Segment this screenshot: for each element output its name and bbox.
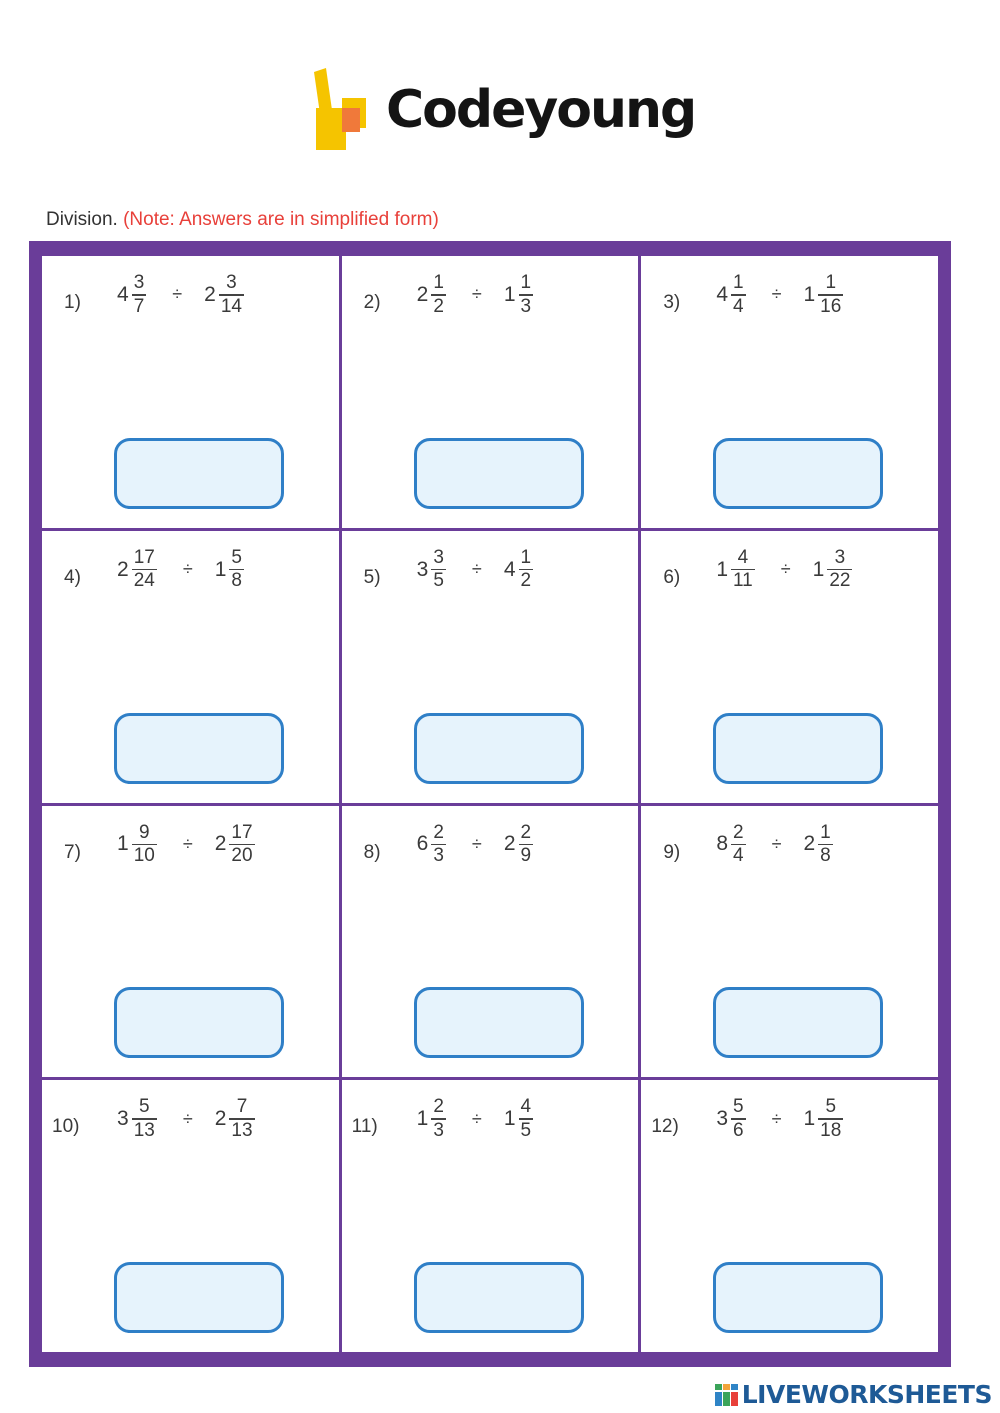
problem-cell — [641, 256, 938, 528]
mixed-number-divisor — [803, 822, 832, 868]
liveworksheets-icon — [715, 1384, 739, 1406]
whole-part: 1 — [117, 832, 129, 856]
whole-part: 2 — [214, 1107, 227, 1130]
problem-cell — [641, 806, 938, 1078]
denominator: 5 — [520, 1119, 532, 1141]
liveworksheets-brand: LIVEWORKSHEETS — [741, 1380, 992, 1409]
answer-input-box[interactable] — [713, 713, 883, 784]
mixed-number-dividend — [417, 547, 446, 593]
fraction — [132, 547, 157, 593]
numerator: 3 — [433, 546, 444, 568]
denominator: 2 — [520, 570, 532, 592]
mixed-number-divisor — [204, 272, 244, 318]
division-sign: ÷ — [771, 1108, 782, 1129]
numerator: 2 — [520, 821, 532, 843]
mixed-number-dividend — [117, 822, 157, 868]
denominator: 7 — [133, 295, 145, 317]
numerator: 1 — [520, 546, 532, 568]
division-sign: ÷ — [771, 833, 782, 854]
problem-cell — [342, 806, 639, 1078]
problem-cell — [342, 531, 639, 803]
numerator: 17 — [133, 546, 155, 568]
brand-name: Codeyoung — [386, 80, 696, 140]
denominator: 10 — [133, 845, 155, 866]
denominator: 22 — [829, 570, 851, 592]
numerator: 3 — [834, 546, 846, 568]
fraction — [731, 272, 746, 318]
mixed-number-divisor — [504, 547, 533, 593]
answer-input-box[interactable] — [414, 713, 584, 784]
mixed-number-dividend — [417, 1096, 446, 1142]
division-expression — [716, 1096, 843, 1142]
problem-number: 7) — [64, 841, 81, 863]
mixed-number-divisor — [803, 272, 843, 318]
numerator: 3 — [133, 272, 145, 293]
problem-number: 3) — [663, 292, 681, 313]
problem-number: 2) — [363, 292, 381, 313]
mixed-number-dividend — [117, 547, 157, 593]
numerator: 5 — [825, 1096, 837, 1118]
denominator: 5 — [433, 570, 444, 592]
answer-input-box[interactable] — [114, 987, 284, 1058]
fraction — [519, 822, 534, 868]
answer-input-box[interactable] — [414, 438, 584, 509]
division-sign: ÷ — [172, 284, 183, 305]
whole-part: 1 — [803, 282, 816, 306]
denominator: 13 — [231, 1119, 253, 1141]
problem-cell — [641, 1080, 938, 1352]
numerator: 1 — [520, 272, 532, 293]
denominator: 4 — [733, 295, 744, 317]
instructions-title: Division. — [46, 209, 118, 230]
division-sign: ÷ — [182, 1108, 193, 1129]
denominator: 9 — [520, 845, 532, 866]
whole-part: 1 — [416, 1107, 429, 1130]
fraction — [519, 547, 534, 593]
worksheet-frame — [29, 241, 951, 1367]
fraction — [132, 272, 147, 318]
division-sign: ÷ — [471, 1108, 482, 1129]
division-expression — [117, 822, 255, 868]
denominator: 11 — [733, 570, 753, 592]
fraction — [818, 822, 833, 868]
whole-part: 6 — [416, 832, 429, 856]
mixed-number-divisor — [504, 1096, 533, 1142]
whole-part: 1 — [503, 1107, 516, 1130]
answer-input-box[interactable] — [114, 1262, 284, 1333]
fraction — [431, 547, 446, 593]
denominator: 24 — [133, 570, 155, 592]
fraction — [431, 272, 446, 318]
problem-cell — [641, 531, 938, 803]
fraction — [229, 1096, 254, 1142]
footer-branding — [715, 1380, 992, 1409]
mixed-number-divisor — [215, 1096, 255, 1142]
fraction — [132, 1096, 157, 1142]
numerator: 5 — [231, 546, 242, 568]
mixed-number-divisor — [504, 272, 533, 318]
problem-number: 10) — [52, 1116, 80, 1138]
numerator: 2 — [433, 821, 444, 843]
problem-number: 8) — [363, 841, 381, 863]
denominator: 13 — [133, 1119, 155, 1141]
answer-input-box[interactable] — [713, 987, 883, 1058]
denominator: 3 — [433, 1119, 444, 1141]
numerator: 2 — [433, 1096, 444, 1118]
fraction — [431, 1096, 446, 1142]
mixed-number-divisor — [803, 1096, 843, 1142]
numerator: 5 — [138, 1096, 150, 1118]
fraction — [818, 272, 843, 318]
division-expression — [417, 1096, 533, 1142]
denominator: 8 — [231, 570, 242, 592]
division-sign: ÷ — [771, 284, 782, 305]
division-sign: ÷ — [471, 833, 482, 854]
mixed-number-divisor — [215, 547, 244, 593]
whole-part: 1 — [803, 1107, 816, 1130]
fraction — [431, 822, 446, 868]
whole-part: 2 — [416, 282, 429, 306]
whole-part: 1 — [214, 557, 227, 581]
fraction — [519, 272, 534, 318]
division-sign: ÷ — [471, 284, 482, 305]
answer-input-box[interactable] — [114, 438, 284, 509]
problem-number: 5) — [363, 566, 381, 588]
whole-part: 1 — [503, 282, 516, 306]
problem-cell — [342, 256, 639, 528]
numerator: 4 — [520, 1096, 532, 1118]
division-sign: ÷ — [471, 559, 482, 579]
division-expression — [417, 822, 533, 868]
problem-cell — [42, 1080, 339, 1352]
whole-part: 4 — [716, 282, 729, 306]
numerator: 1 — [825, 272, 837, 293]
mixed-number-divisor — [215, 822, 255, 868]
whole-part: 3 — [416, 557, 429, 581]
division-expression — [417, 272, 533, 318]
mixed-number-dividend — [117, 272, 146, 318]
problem-number: 12) — [651, 1116, 679, 1138]
division-expression — [117, 272, 244, 318]
denominator: 20 — [231, 845, 253, 866]
mixed-number-divisor — [813, 547, 853, 593]
division-sign: ÷ — [182, 833, 193, 854]
whole-part: 2 — [204, 282, 216, 306]
mixed-number-divisor — [504, 822, 533, 868]
instructions — [46, 209, 439, 231]
problem-number: 9) — [663, 841, 681, 863]
division-expression — [716, 272, 843, 318]
numerator: 17 — [231, 821, 253, 843]
problem-number: 6) — [663, 566, 681, 588]
whole-part: 4 — [117, 282, 129, 306]
problem-number: 4) — [64, 566, 81, 588]
problem-grid — [42, 256, 938, 1352]
fraction — [219, 272, 244, 318]
fraction — [229, 547, 244, 593]
fraction — [827, 547, 852, 593]
problem-number: 11) — [351, 1116, 378, 1138]
mixed-number-dividend — [417, 272, 446, 318]
numerator: 9 — [138, 821, 150, 843]
problem-number: 1) — [64, 292, 81, 313]
numerator: 2 — [733, 821, 744, 843]
fraction — [229, 822, 254, 868]
division-expression — [716, 547, 852, 593]
denominator: 14 — [220, 295, 242, 317]
fraction — [519, 1096, 534, 1142]
fraction — [818, 1096, 843, 1142]
whole-part: 1 — [716, 557, 729, 581]
mixed-number-dividend — [716, 822, 745, 868]
whole-part: 1 — [812, 557, 825, 581]
problem-cell — [42, 256, 339, 528]
whole-part: 8 — [716, 832, 729, 856]
answer-input-box[interactable] — [713, 1262, 883, 1333]
division-sign: ÷ — [182, 559, 193, 579]
numerator: 3 — [226, 272, 237, 293]
fraction — [731, 547, 755, 593]
mixed-number-dividend — [716, 547, 754, 593]
denominator: 3 — [520, 295, 532, 317]
numerator: 4 — [737, 546, 749, 568]
numerator: 1 — [433, 272, 444, 293]
codeyoung-logo-icon — [306, 66, 372, 154]
instructions-note: (Note: Answers are in simplified form) — [123, 209, 439, 230]
mixed-number-dividend — [417, 822, 446, 868]
whole-part: 2 — [214, 832, 227, 856]
fraction — [132, 822, 157, 868]
denominator: 3 — [433, 845, 444, 866]
problem-cell — [342, 1080, 639, 1352]
whole-part: 4 — [503, 557, 516, 581]
division-expression — [716, 822, 832, 868]
mixed-number-dividend — [716, 272, 745, 318]
denominator: 4 — [733, 845, 744, 866]
answer-input-box[interactable] — [713, 438, 883, 509]
mixed-number-dividend — [716, 1096, 745, 1142]
answer-input-box[interactable] — [414, 1262, 584, 1333]
division-expression — [117, 547, 244, 593]
division-sign: ÷ — [780, 559, 791, 579]
whole-part: 2 — [803, 832, 816, 856]
problem-cell — [42, 531, 339, 803]
whole-part: 3 — [117, 1107, 129, 1130]
numerator: 1 — [733, 272, 744, 293]
denominator: 16 — [820, 295, 842, 317]
fraction — [731, 1096, 746, 1142]
numerator: 7 — [236, 1096, 248, 1118]
answer-input-box[interactable] — [114, 713, 284, 784]
denominator: 2 — [433, 295, 444, 317]
denominator: 8 — [820, 845, 831, 866]
division-expression — [117, 1096, 255, 1142]
problem-cell — [42, 806, 339, 1078]
whole-part: 3 — [716, 1107, 729, 1130]
denominator: 6 — [733, 1119, 744, 1141]
whole-part: 2 — [117, 557, 129, 581]
mixed-number-dividend — [117, 1096, 157, 1142]
answer-input-box[interactable] — [414, 987, 584, 1058]
numerator: 5 — [733, 1096, 744, 1118]
codeyoung-logo — [306, 66, 706, 166]
fraction — [731, 822, 746, 868]
division-expression — [417, 547, 533, 593]
denominator: 18 — [820, 1119, 842, 1141]
numerator: 1 — [820, 821, 831, 843]
whole-part: 2 — [503, 832, 516, 856]
